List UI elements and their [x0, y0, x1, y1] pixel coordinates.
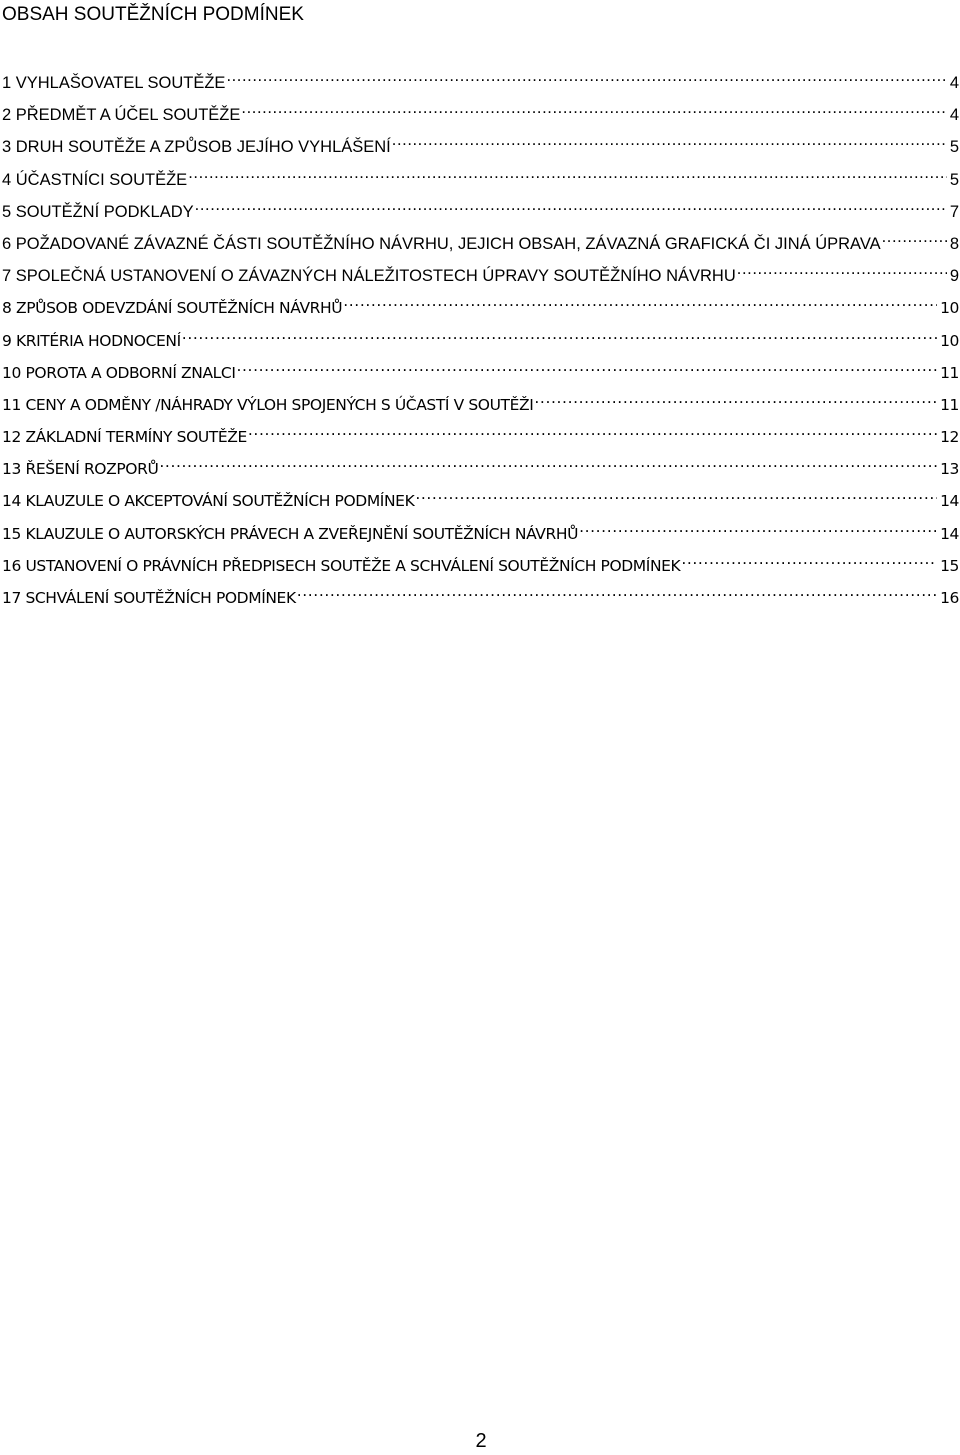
toc-title: OBSAH SOUTĚŽNÍCH PODMÍNEK: [2, 4, 304, 25]
toc-dot-leader: [297, 579, 937, 603]
toc-entry-page: 14: [940, 524, 959, 543]
toc-entry[interactable]: [2, 96, 959, 128]
toc-entry-page: 4: [949, 106, 959, 125]
toc-dot-leader: [159, 450, 937, 474]
toc-entry-page: 8: [949, 234, 959, 253]
toc-entry-label: 14 KLAUZULE O AKCEPTOVÁNÍ SOUTĚŽNÍCH PODMÍNEK: [2, 492, 415, 511]
toc-dot-leader: [579, 515, 937, 539]
toc-entry-label: 17 SCHVÁLENÍ SOUTĚŽNÍCH PODMÍNEK: [2, 589, 296, 607]
toc-entry-page: 10: [940, 331, 959, 350]
toc-dot-leader: [681, 547, 937, 571]
toc-entry[interactable]: [2, 225, 959, 257]
toc-entry-page: 11: [940, 395, 959, 414]
toc-entry[interactable]: [2, 257, 959, 289]
toc-entry-label: 12 ZÁKLADNÍ TERMÍNY SOUTĚŽE: [2, 428, 247, 447]
toc-entry-page: 15: [940, 556, 959, 575]
toc-entry-label: 4 ÚČASTNÍCI SOUTĚŽE: [2, 170, 188, 189]
toc-entry-page: 9: [949, 267, 959, 286]
toc-dot-leader: [343, 289, 937, 313]
page-number: [0, 1430, 960, 1452]
toc-dot-leader: [241, 96, 946, 120]
toc-dot-leader: [195, 193, 947, 217]
toc-entry[interactable]: [2, 354, 959, 386]
toc-dot-leader: [392, 128, 947, 152]
toc-dot-leader: [248, 418, 937, 442]
toc-entry-page: 11: [940, 363, 959, 382]
toc-entry-label: 7 SPOLEČNÁ USTANOVENÍ O ZÁVAZNÝCH NÁLEŽITOSTECH ÚPRAVY SOUTĚŽNÍHO NÁVRHU: [2, 267, 736, 286]
toc-entry-label: 3 DRUH SOUTĚŽE A ZPŮSOB JEJÍHO VYHLÁŠENÍ: [2, 138, 391, 157]
toc-entry-page: 7: [949, 202, 959, 221]
toc-dot-leader: [237, 354, 938, 378]
toc-entry-label: 13 ŘEŠENÍ ROZPORŮ: [2, 460, 159, 479]
toc-entry[interactable]: [2, 515, 959, 547]
toc-entry[interactable]: [2, 547, 959, 579]
toc-entry-label: 9 KRITÉRIA HODNOCENÍ: [2, 331, 181, 350]
toc-entry-label: 16 USTANOVENÍ O PRÁVNÍCH PŘEDPISECH SOUTĚŽE A SCHVÁLENÍ SOUTĚŽNÍCH PODMÍNEK: [2, 556, 681, 575]
toc-entry-page: 10: [940, 299, 959, 318]
toc-entry[interactable]: [2, 161, 959, 193]
toc-entry-label: 11 CENY A ODMĚNY /NÁHRADY VÝLOH SPOJENÝCH S ÚČASTÍ V SOUTĚŽI: [2, 395, 534, 414]
toc-entry[interactable]: [2, 193, 959, 225]
toc-entry-label: 6 POŽADOVANÉ ZÁVAZNÉ ČÁSTI SOUTĚŽNÍHO NÁVRHU, JEJICH OBSAH, ZÁVAZNÁ GRAFICKÁ ČI JINÁ ÚPRAVA: [2, 234, 881, 253]
toc-dot-leader: [737, 257, 947, 281]
toc-entry-label: 8 ZPŮSOB ODEVZDÁNÍ SOUTĚŽNÍCH NÁVRHŮ: [2, 299, 343, 318]
toc-dot-leader: [415, 482, 937, 506]
toc-entry-page: 14: [940, 492, 959, 511]
toc-entry-label: 10 POROTA A ODBORNÍ ZNALCI: [2, 363, 236, 382]
toc-entry[interactable]: [2, 128, 959, 160]
toc-entry-page: 12: [940, 428, 959, 447]
page-number-value: 2: [475, 1430, 487, 1452]
toc-entry-page: 5: [949, 138, 959, 157]
toc-entry-label: 5 SOUTĚŽNÍ PODKLADY: [2, 202, 194, 221]
toc-entry[interactable]: [2, 418, 959, 450]
toc-entry-label: 2 PŘEDMĚT A ÚČEL SOUTĚŽE: [2, 106, 241, 125]
toc-entry[interactable]: [2, 482, 959, 514]
toc-entry-page: 16: [940, 589, 959, 607]
toc-entry[interactable]: [2, 289, 959, 321]
toc-dot-leader: [226, 64, 946, 88]
toc-entry[interactable]: [2, 450, 959, 482]
toc-dot-leader: [182, 322, 937, 346]
toc-entry-label: 1 VYHLAŠOVATEL SOUTĚŽE: [2, 74, 226, 92]
toc-entry[interactable]: [2, 322, 959, 354]
toc-entry[interactable]: [2, 386, 959, 418]
toc-entry-page: 5: [949, 170, 959, 189]
toc-entry[interactable]: [2, 579, 959, 611]
toc-entry-page: 13: [940, 460, 959, 479]
toc-dot-leader: [882, 225, 947, 249]
toc-dot-leader: [534, 386, 937, 410]
table-of-contents: [2, 64, 959, 611]
toc-entry[interactable]: [2, 64, 959, 96]
toc-dot-leader: [188, 161, 947, 185]
toc-entry-label: 15 KLAUZULE O AUTORSKÝCH PRÁVECH A ZVEŘEJNĚNÍ SOUTĚŽNÍCH NÁVRHŮ: [2, 524, 579, 543]
toc-entry-page: 4: [949, 74, 959, 92]
